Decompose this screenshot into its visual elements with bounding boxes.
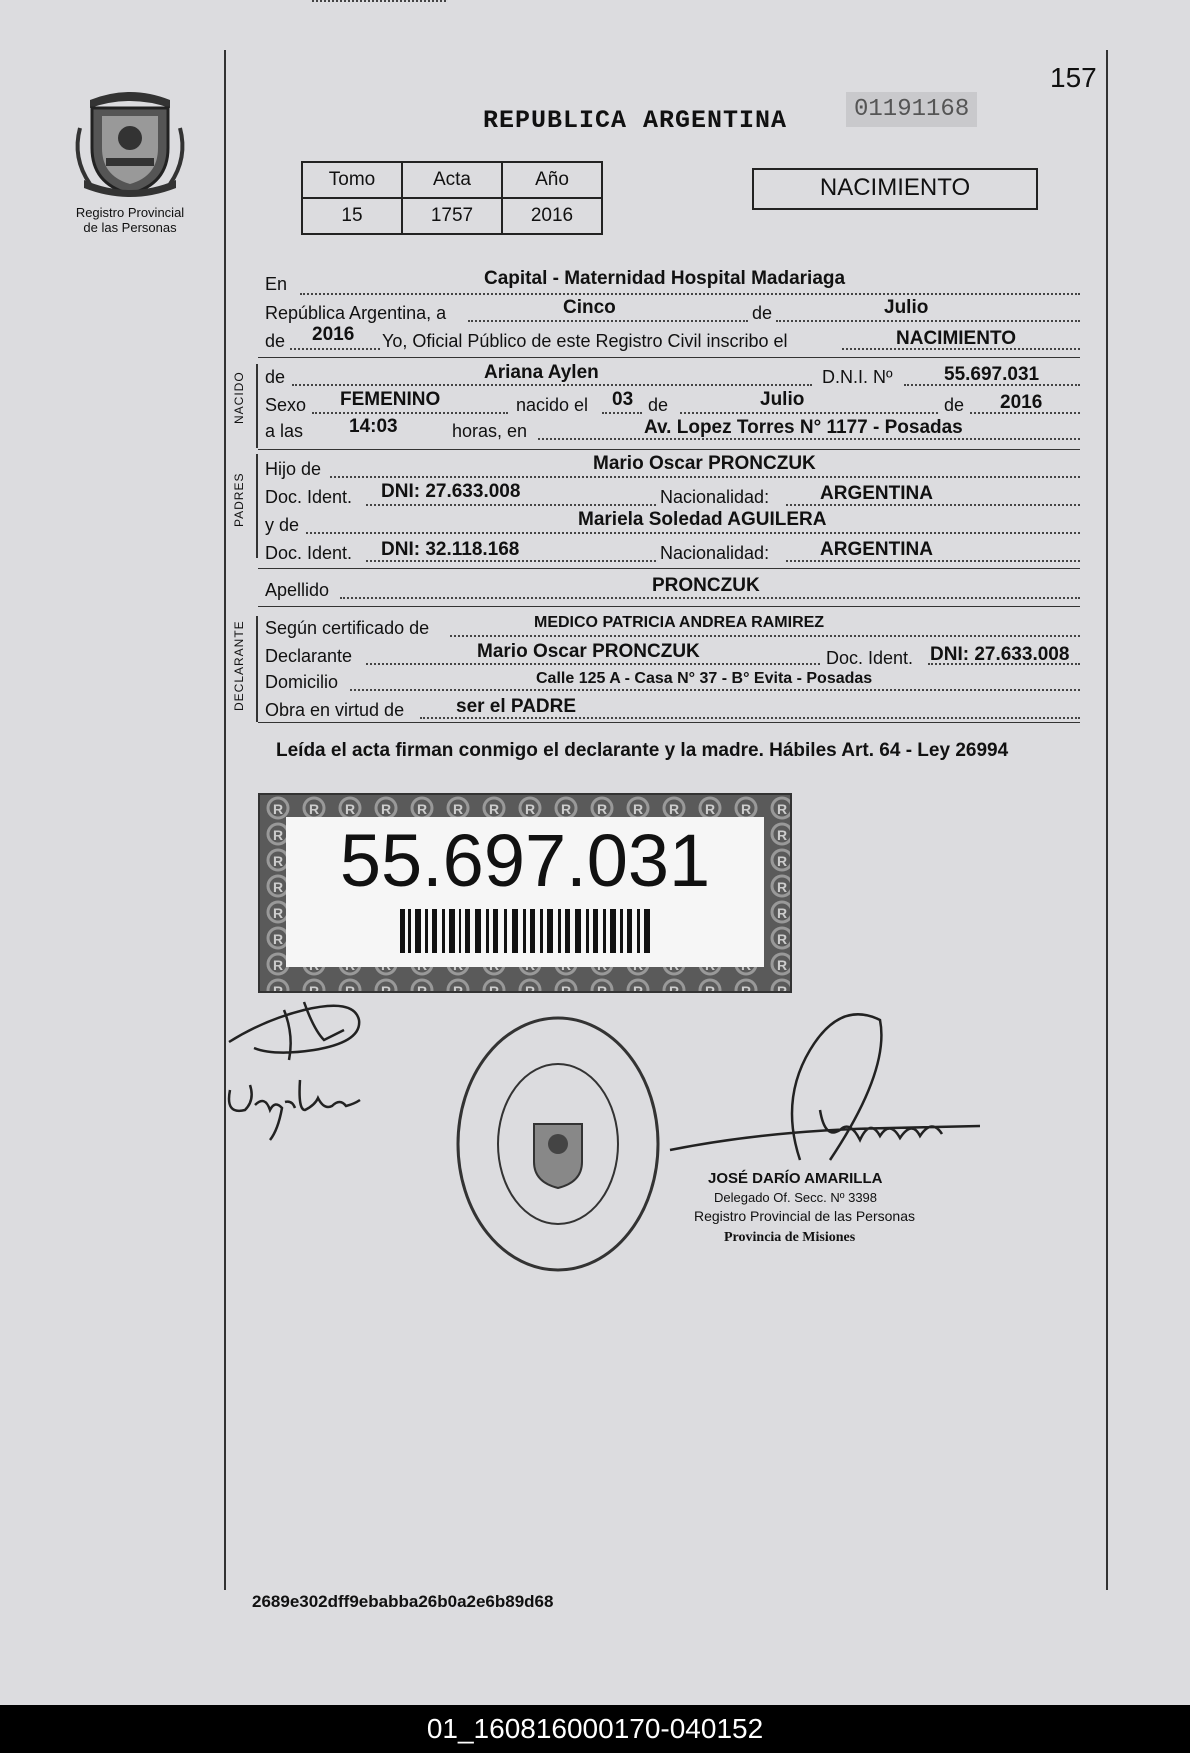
country-title: REPUBLICA ARGENTINA: [483, 106, 788, 135]
dots-domicilio: [350, 689, 1080, 691]
dots-mes-nac: [680, 412, 938, 414]
value-padre-dni: DNI: 27.633.008: [381, 481, 521, 502]
dots-dia-nac: [602, 412, 642, 414]
label-de-mes: de: [752, 303, 773, 323]
label-inscribo: Yo, Oficial Público de este Registro Civil inscribo el: [382, 331, 788, 351]
label-dni: D.N.I. Nº: [822, 367, 893, 387]
label-nacido-el: nacido el: [516, 395, 589, 415]
value-declarante: Mario Oscar PRONCZUK: [477, 641, 700, 662]
dots-padre-dni: [366, 504, 656, 506]
value-hora: 14:03: [349, 416, 398, 437]
value-anio: 2016: [312, 324, 355, 345]
divider-5: [258, 722, 1080, 723]
dots-mes: [776, 320, 1080, 322]
label-hijo-de: Hijo de: [265, 459, 322, 479]
dots-anio: [290, 348, 380, 350]
label-de-nombre: de: [265, 367, 286, 387]
dots-dia: [468, 320, 748, 322]
value-madre-nacionalidad: ARGENTINA: [820, 539, 933, 560]
closing-note: Leída el acta firman conmigo el declarante y la madre. Hábiles Art. 64 - Ley 26994: [276, 740, 1009, 761]
value-declarante-dni: DNI: 27.633.008: [930, 644, 1070, 665]
label-a-las: a las: [265, 421, 304, 441]
label-domicilio: Domicilio: [265, 672, 339, 692]
footer-id: 01_160816000170-040152: [0, 1705, 1190, 1753]
value-mes: Julio: [884, 297, 929, 318]
document-hash: 2689e302dff9ebabba26b0a2e6b89d68: [252, 1592, 554, 1611]
label-y-de: y de: [265, 515, 300, 535]
divider-4: [258, 606, 1080, 607]
document-type-box: NACIMIENTO: [752, 168, 1038, 210]
value-apellido: PRONCZUK: [652, 575, 760, 596]
dots-madre: [306, 532, 1080, 534]
table-header-acta: Acta: [402, 162, 502, 198]
id-label-sticker: [258, 793, 792, 993]
table-header-tomo: Tomo: [302, 162, 402, 198]
left-margin-line: [224, 50, 226, 1590]
stamp-office: Registro Provincial de las Personas: [694, 1208, 915, 1224]
label-de-anio-nac: de: [944, 395, 965, 415]
label-sexo: Sexo: [265, 395, 307, 415]
value-dia-letras: Cinco: [563, 297, 616, 318]
label-doc-padre: Doc. Ident.: [265, 487, 353, 507]
id-label-number: 55.697.031: [339, 819, 711, 902]
value-inscripcion: NACIMIENTO: [896, 328, 1016, 349]
father-signature-icon: [224, 990, 374, 1070]
label-doc-madre: Doc. Ident.: [265, 543, 353, 563]
declarante-section-line: [256, 616, 258, 722]
value-padre: Mario Oscar PRONCZUK: [593, 453, 816, 474]
label-segun-certificado: Según certificado de: [265, 618, 430, 638]
dots-certificado: [450, 635, 1080, 637]
value-dni: 55.697.031: [944, 364, 1040, 385]
side-label-nacido: NACIDO: [232, 371, 246, 424]
table-header-anio: Año: [502, 162, 602, 198]
dots-apellido: [340, 597, 1080, 599]
reference-table: [301, 161, 603, 235]
page-number: 157: [1050, 62, 1097, 93]
dots-padre: [330, 476, 1080, 478]
divider-1: [258, 357, 1080, 358]
official-signature-icon: [650, 1010, 1000, 1180]
table-value-acta: 1757: [402, 198, 502, 234]
misiones-seal-icon: [60, 88, 200, 200]
dots-hora: [312, 0, 446, 2]
label-horas-en: horas, en: [452, 421, 528, 441]
nacido-section-line: [256, 364, 258, 448]
label-en: En: [265, 274, 288, 294]
value-padre-nacionalidad: ARGENTINA: [820, 483, 933, 504]
dots-en: [300, 293, 1080, 295]
stamp-name: JOSÉ DARÍO AMARILLA: [708, 1170, 883, 1187]
value-obra-en-virtud: ser el PADRE: [456, 696, 577, 717]
barcode-icon: [286, 817, 764, 967]
label-doc-declarante: Doc. Ident.: [826, 648, 914, 668]
logo-caption-line2: de las Personas: [83, 220, 177, 235]
label-obra-en-virtud: Obra en virtud de: [265, 700, 405, 720]
dots-declarante: [366, 663, 820, 665]
label-republica: República Argentina, a: [265, 303, 447, 323]
side-label-padres: PADRES: [232, 472, 246, 527]
official-seal-icon: [448, 1012, 668, 1282]
label-apellido: Apellido: [265, 580, 330, 600]
padres-section-line: [256, 454, 258, 558]
mother-signature-icon: [220, 1070, 370, 1150]
logo-caption-line1: Registro Provincial: [75, 205, 185, 220]
side-label-declarante: DECLARANTE: [232, 620, 246, 711]
right-margin-line: [1106, 50, 1108, 1590]
registro-logo: [60, 88, 200, 235]
label-nacionalidad-padre: Nacionalidad:: [660, 487, 770, 507]
label-declarante: Declarante: [265, 646, 353, 666]
label-nacionalidad-madre: Nacionalidad:: [660, 543, 770, 563]
value-mes-nac: Julio: [760, 389, 805, 410]
value-dia-nac: 03: [612, 389, 634, 410]
label-de-mes-nac: de: [648, 395, 669, 415]
dots-nombre: [292, 384, 812, 386]
value-sexo: FEMENINO: [340, 389, 441, 410]
value-lugar: Capital - Maternidad Hospital Madariaga: [484, 268, 846, 289]
value-anio-nac: 2016: [1000, 392, 1043, 413]
stamp-province: Provincia de Misiones: [724, 1230, 856, 1245]
serial-number: 01191168: [846, 92, 977, 127]
value-nombre: Ariana Aylen: [484, 362, 599, 383]
id-label-inner: [286, 817, 764, 967]
value-certificado: MEDICO PATRICIA ANDREA RAMIREZ: [534, 614, 825, 631]
stamp-title: Delegado Of. Secc. Nº 3398: [714, 1190, 878, 1205]
divider-3: [258, 568, 1080, 569]
value-lugar-nac: Av. Lopez Torres N° 1177 - Posadas: [644, 417, 963, 438]
value-madre: Mariela Soledad AGUILERA: [578, 509, 827, 530]
label-de-anio: de: [265, 331, 286, 351]
table-value-tomo: 15: [302, 198, 402, 234]
value-madre-dni: DNI: 32.118.168: [381, 539, 520, 560]
dots-sexo: [312, 412, 508, 414]
table-value-anio: 2016: [502, 198, 602, 234]
value-domicilio: Calle 125 A - Casa N° 37 - B° Evita - Posadas: [536, 670, 873, 687]
divider-2: [258, 449, 1080, 450]
